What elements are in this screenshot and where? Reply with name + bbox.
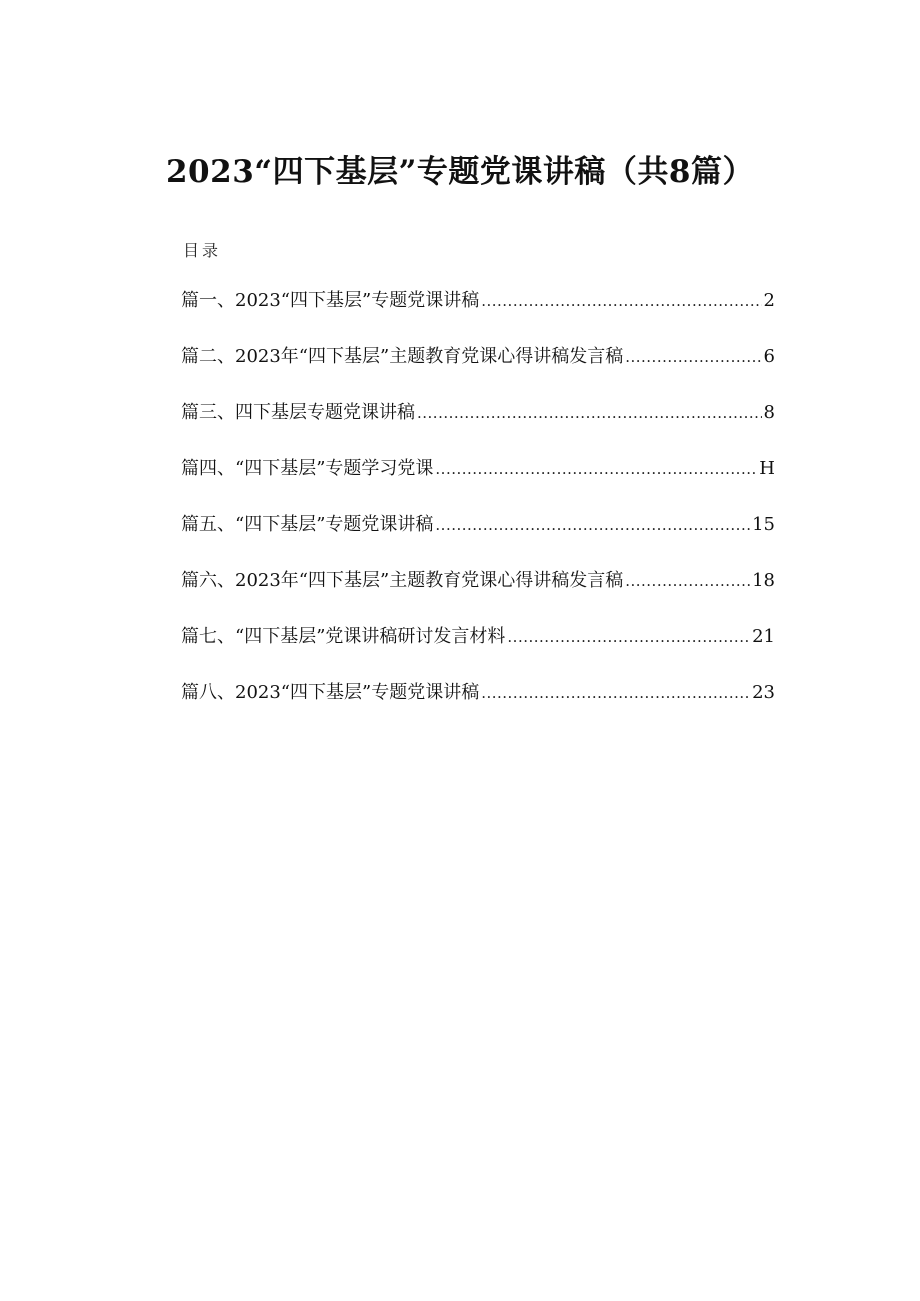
- toc-entry-page: 23: [752, 682, 775, 703]
- toc-entry-page: 21: [752, 626, 775, 647]
- dot-leader: [435, 460, 757, 478]
- dot-leader: [507, 628, 750, 646]
- toc-entry-page: 6: [763, 346, 775, 367]
- dot-leader: [481, 292, 761, 310]
- toc-entry-5[interactable]: [181, 510, 775, 566]
- toc-entry-8[interactable]: [181, 678, 775, 734]
- toc-entry-4[interactable]: [181, 454, 775, 510]
- dot-leader: [625, 348, 761, 366]
- dot-leader: [481, 684, 750, 702]
- toc-entry-6[interactable]: [181, 566, 775, 622]
- toc-entry-label: 篇八、2023“四下基层”专题党课讲稿: [181, 682, 480, 703]
- toc-heading: 目录: [183, 241, 222, 260]
- toc-entry-page: 2: [763, 290, 775, 311]
- dot-leader: [625, 572, 750, 590]
- toc-entry-label: 篇三、四下基层专题党课讲稿: [181, 402, 415, 423]
- toc-entry-label: 篇七、“四下基层”党课讲稿研讨发言材料: [181, 626, 506, 647]
- toc-entry-7[interactable]: [181, 622, 775, 678]
- dot-leader: [435, 516, 750, 534]
- toc-entry-page: H: [759, 458, 775, 479]
- toc-entry-label: 篇五、“四下基层”专题党课讲稿: [181, 514, 434, 535]
- toc-entry-1[interactable]: [181, 286, 775, 342]
- document-title: 2023“四下基层”专题党课讲稿（共8篇）: [165, 154, 754, 190]
- table-of-contents: [181, 286, 775, 734]
- toc-entry-page: 8: [763, 402, 775, 423]
- dot-leader: [417, 404, 762, 422]
- toc-entry-3[interactable]: [181, 398, 775, 454]
- toc-entry-page: 15: [752, 514, 775, 535]
- toc-entry-2[interactable]: [181, 342, 775, 398]
- toc-entry-page: 18: [752, 570, 775, 591]
- toc-entry-label: 篇一、2023“四下基层”专题党课讲稿: [181, 290, 480, 311]
- toc-entry-label: 篇二、2023年“四下基层”主题教育党课心得讲稿发言稿: [181, 346, 624, 367]
- toc-entry-label: 篇四、“四下基层”专题学习党课: [181, 458, 434, 479]
- toc-entry-label: 篇六、2023年“四下基层”主题教育党课心得讲稿发言稿: [181, 570, 624, 591]
